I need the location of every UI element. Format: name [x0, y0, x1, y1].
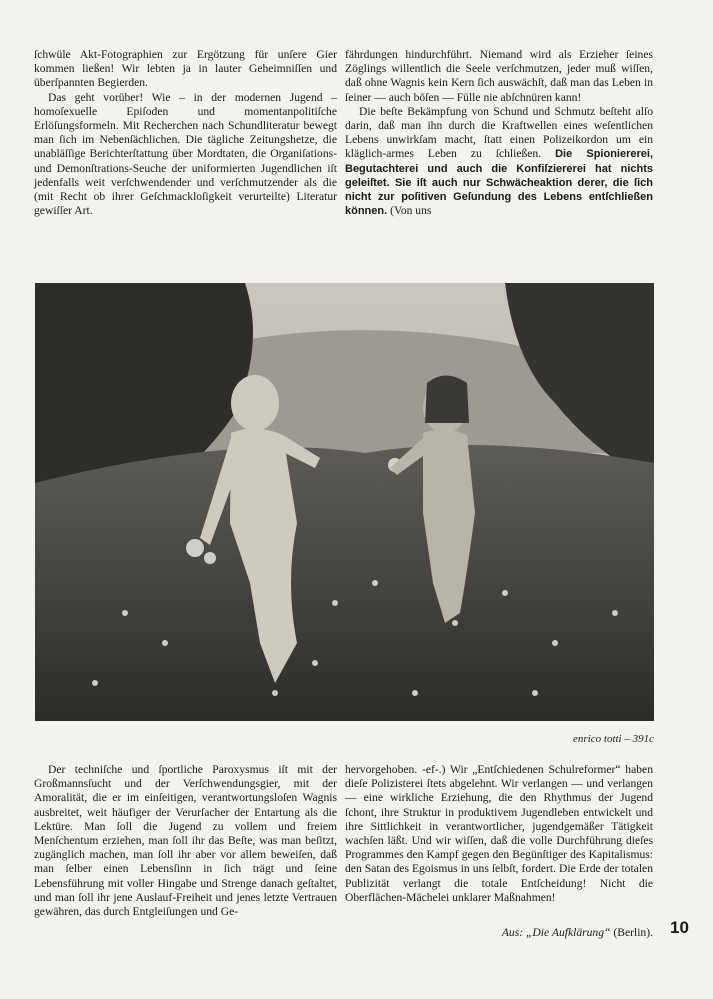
bold-statement: Die Spioniererei, Begutachterei und auch die Konfiſziererei hat nichts geleiſtet. Sie iſt auch nur Schwächeaktion derer, die ſich nicht zur poſitiven Geſundung des Lebens entſchließen können.: [345, 148, 653, 218]
source-city: (Berlin).: [613, 926, 653, 939]
paragraph-text: Die beſte Bekämpfung von Schund und Schmutz beſteht alſo darin, daß man ihn durch die Kraftwellen eines weſentlichen Lebens unwirkſam macht, ſtatt einen Polizeikordon um ein kläglich-armes Leben zu ſchließen.: [345, 104, 653, 161]
page-number: 10: [670, 918, 689, 937]
top-right-column: [345, 48, 653, 218]
photo-credit: enrico totti – 391c: [573, 733, 654, 745]
paragraph: [345, 105, 653, 219]
paragraph: Das geht vorüber! Wie – in der modernen Jugend – homoſexuelle Epiſoden und momentanpolitiſche Erlöſungsformeln. Mit Recherchen nach Schundliteratur bewegt man ſich im Nebenſächlichen. Die tägliche Zeitungshetze, die unabläſſige Berichterſtattung über Mordtaten, die Organiſations- und Demonſtrations-Seuche der uniformierten Jugendlichen iſt jedenfalls weit verſchwendender und verſchmutzender als die (mit Recht ob ihrer Geſchmackloſigkeit verurteilte) Literatur gewiſſer Art.: [34, 90, 337, 218]
top-left-column: [34, 48, 337, 218]
source-title: „Die Aufklärung“: [525, 926, 611, 939]
paragraph: fährdungen hindurchführt. Niemand wird als Erzieher ſeines Zöglings willentlich die Seele verſchmutzen, jeder muß wiſſen, daß ohne Wagnis kein Kern ſich auswächſt, daß man das Leben in ſeiner — auch böſen — Fülle nie abſchnüren kann!: [345, 48, 653, 104]
photo-image: [35, 283, 654, 721]
bottom-left-column: [34, 763, 337, 919]
paragraph: ſchwüle Akt-Fotographien zur Ergötzung für unſere Gier kommen ließen! Wir lebten ja in lauter Geheimniſſen und überſpannten Begierden.: [34, 48, 337, 90]
source-prefix: Aus:: [501, 926, 524, 939]
bottom-right-column: [345, 763, 653, 905]
paragraph: hervorgehoben. -ef-.) Wir „Entſchiedenen Schulreformer“ haben dieſe Polizisterei ſtets abgelehnt. Wir verlangen — und verlangen — eine wirkliche Erziehung, die den Rhythmus der Jugend ſchont, ihre Struktur in produktivem Jugendleben entwickelt und ihre Sittlichkeit in verantwortlicher, jugendgemäßer Tätigkeit wachſen läßt. Und wir wiſſen, daß die volle Durchführung dieſes Programmes den Kampf gegen den Begünſtiger des Kapitalismus: den Satan des Egoismus in uns ſelbſt, fordert. Die Erde der totalen Publizität verlangt die totale Entſcheidung! Nicht die Oberflächen-Mächelei unklarer Maßnahmen!: [345, 763, 653, 904]
source-citation: [345, 926, 653, 939]
meadow-photograph: [35, 283, 654, 721]
paragraph-tail: (Von uns: [390, 204, 432, 218]
paragraph: Der techniſche und ſportliche Paroxysmus iſt mit der Großmannsſucht und der Verſchwendungsgier, mit der Amoralität, die er im einſeitigen, verantwortungsloſen Wagnis ausbreitet, weit häufiger der Verurſacher der Entartung als die Lektüre. Man ſoll die Jugend zu vollem und freiem Menſchentum erziehen, man ſoll ihr das Beſte, was man beſitzt, zugänglich machen, man ſoll ihr aber vor allem beweiſen, daß man ſelber einen Lebensſinn in ſich trägt und ſeine Lebensführung mit voller Hingabe und Strenge danach geſtaltet, und man ſoll ihr jene Auslauf-Freiheit und jenes letzte Vertrauen gewähren, das durch Entgleiſungen und Ge-: [34, 763, 337, 919]
